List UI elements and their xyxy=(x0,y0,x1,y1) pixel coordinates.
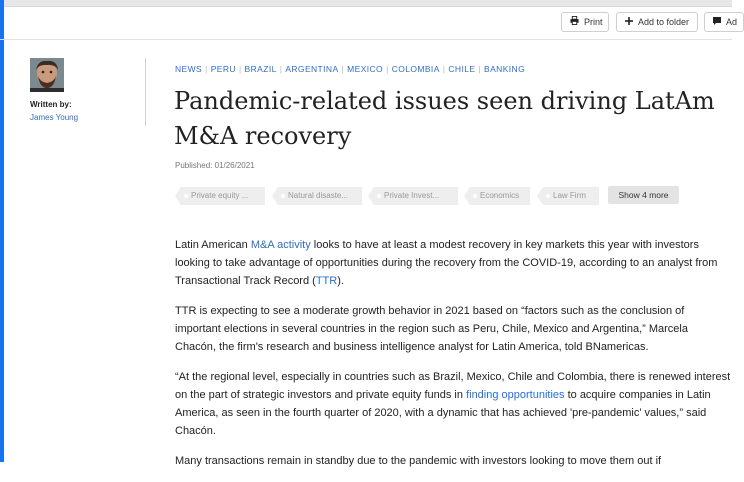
tag-list xyxy=(175,64,525,74)
plus-icon xyxy=(625,17,633,28)
paragraph-text: “At the regional level, especially in countries such as Brazil, Mexico, Chile and Colombia, there is renewed interest on the part of strategic investors and private equity funds in xyxy=(175,371,731,401)
tag-mexico[interactable]: MEXICO xyxy=(347,64,384,74)
written-by-label: Written by: xyxy=(30,100,72,109)
add-to-folder-label: Add to folder xyxy=(638,17,690,27)
paragraph-2: TTR is expecting to see a moderate growth behavior in 2021 based on “factors such as the conclusion of important elections in several countries in the region such as Peru, Chile, Mexico and Argentina,” Marcela Chacón, the firm's research and business intelligence analyst for Latin America, told BNamericas. xyxy=(175,305,688,353)
published-date: Published: 01/26/2021 xyxy=(175,161,255,170)
paragraph-text: Latin American xyxy=(175,239,251,251)
author-name-link[interactable]: James Young xyxy=(30,113,79,122)
ttr-link[interactable]: TTR xyxy=(315,275,338,287)
ma-activity-link[interactable]: M&A activity xyxy=(250,239,311,251)
tag-colombia[interactable]: COLOMBIA xyxy=(391,64,440,74)
add-more-label: Ad xyxy=(726,17,738,27)
article-toolbar xyxy=(0,7,738,40)
tag-brazil[interactable]: BRAZIL xyxy=(244,64,277,74)
left-edge-bar xyxy=(0,0,4,462)
author-block xyxy=(30,58,146,122)
tag-banking[interactable]: BANKING xyxy=(484,64,526,74)
tag-separator: | xyxy=(386,64,389,74)
tag-chile[interactable]: CHILE xyxy=(448,64,476,74)
author-avatar[interactable] xyxy=(30,58,64,92)
tag-separator: | xyxy=(478,64,482,74)
tag-separator: | xyxy=(442,64,446,74)
tag-peru[interactable]: PERU xyxy=(210,64,236,74)
paragraph-text: looks to have at least a modest recovery in key markets this year with investors looking to take advantage of opportunities during the recovery from the COVID-19, according to an analyst from Transactional Track Record ( xyxy=(175,239,718,287)
printer-icon xyxy=(570,16,579,28)
tag-separator: | xyxy=(238,64,242,74)
paragraph-text: ). xyxy=(337,275,344,287)
topic-chip-private-investment[interactable]: Private Invest... xyxy=(368,187,458,205)
browser-top-strip xyxy=(4,0,732,7)
note-icon xyxy=(713,17,721,28)
paragraph-4: Many transactions remain in standby due to the pandemic with investors looking to move them out if xyxy=(175,455,662,467)
paragraph-text: to acquire companies in Latin America, as seen in the fourth quarter of 2020, with a dynamic that has achieved 'pre-pandemic' values,” said Chacón. xyxy=(175,389,711,437)
add-more-button[interactable] xyxy=(704,12,744,32)
print-button[interactable] xyxy=(561,12,609,32)
topic-chip-natural-disasters[interactable]: Natural disaste... xyxy=(272,187,362,205)
tag-argentina[interactable]: ARGENTINA xyxy=(285,64,339,74)
paragraph-3 xyxy=(175,368,731,440)
add-to-folder-button[interactable] xyxy=(616,12,698,32)
tag-separator: | xyxy=(279,64,283,74)
tag-separator: | xyxy=(341,64,345,74)
topic-chip-economics[interactable]: Economics xyxy=(464,187,530,205)
show-more-tags-button[interactable]: Show 4 more xyxy=(608,186,679,204)
tag-separator: | xyxy=(205,64,208,74)
finding-opportunities-link[interactable]: finding opportunities xyxy=(466,389,565,401)
paragraph-1 xyxy=(175,236,731,290)
topic-chip-private-equity[interactable]: Private equity ... xyxy=(175,187,265,205)
author-divider xyxy=(145,58,146,126)
article-title: Pandemic-related issues seen driving LatAm M&A recovery xyxy=(174,87,715,150)
article-body xyxy=(175,236,731,482)
print-label: Print xyxy=(584,17,603,27)
tag-news[interactable]: NEWS xyxy=(175,64,203,74)
topic-chip-law-firm[interactable]: Law Firm xyxy=(537,187,599,205)
